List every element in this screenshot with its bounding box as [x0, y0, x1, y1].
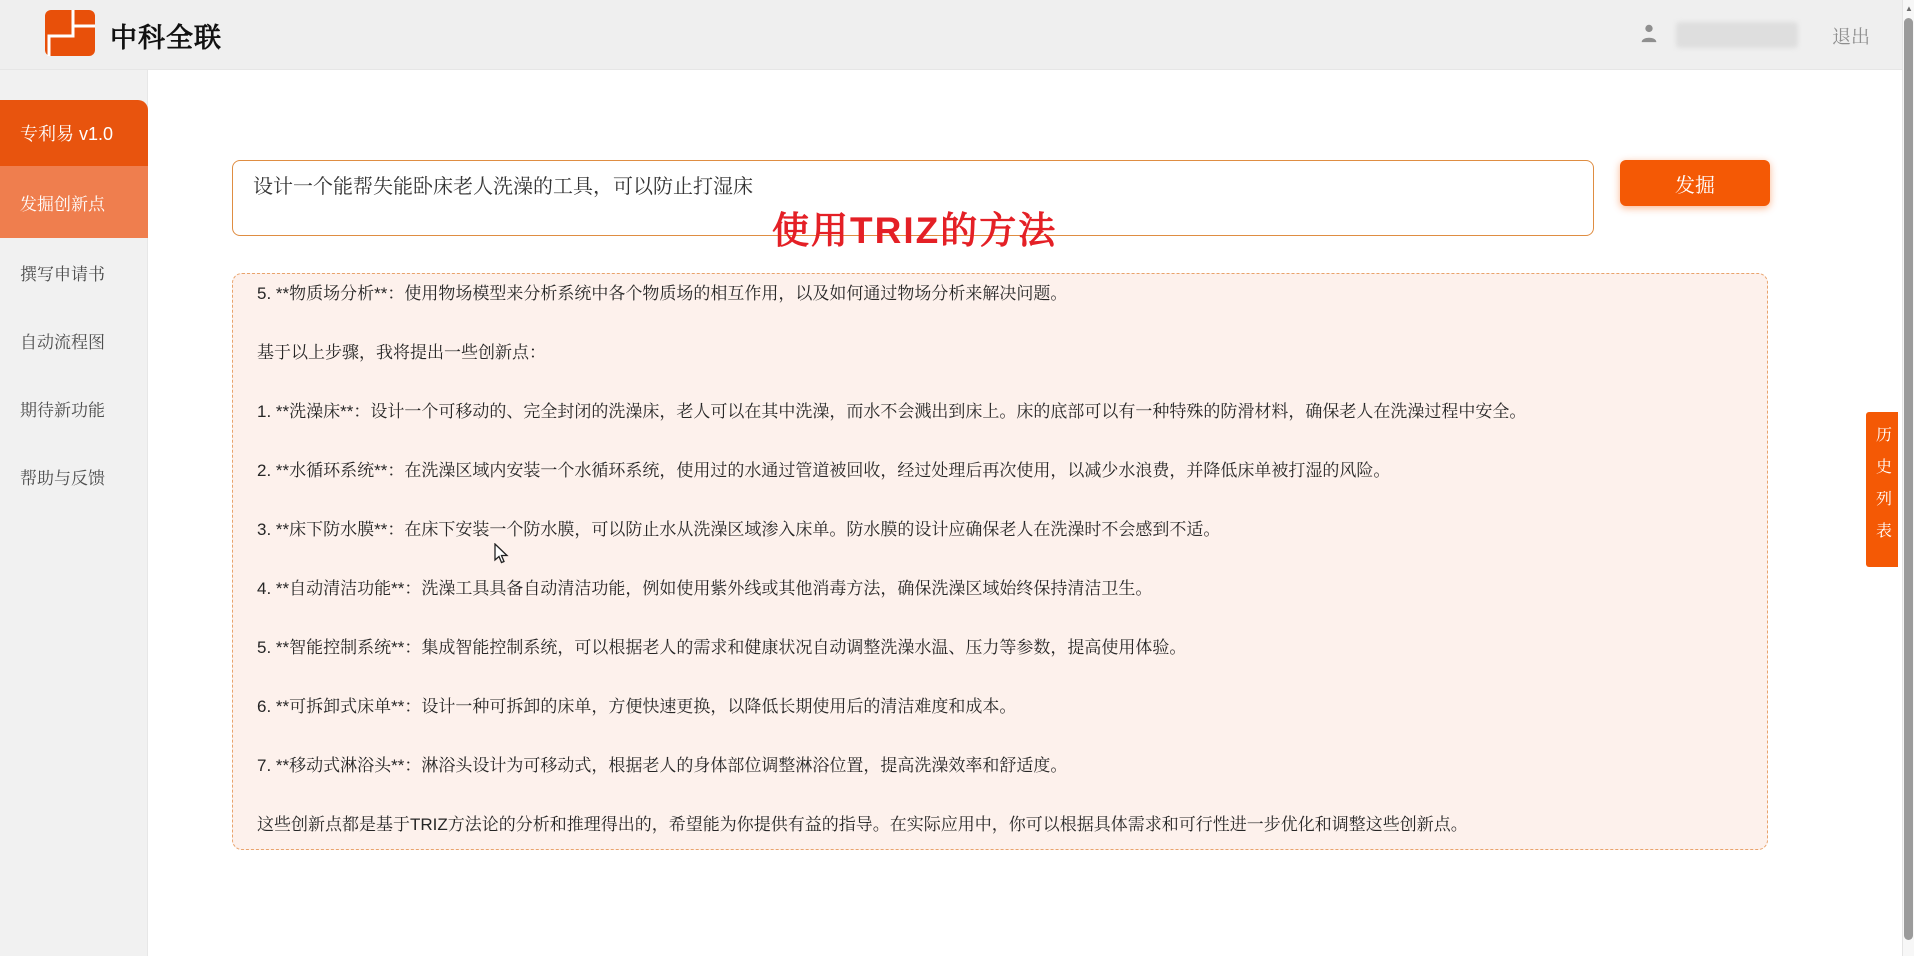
- sidebar-item-discover-innovation[interactable]: 发掘创新点: [0, 166, 148, 238]
- result-paragraph: 2. **水循环系统**：在洗澡区域内安装一个水循环系统，使用过的水通过管道被回收，经过处理后再次使用，以减少水浪费，并降低床单被打湿的风险。: [257, 461, 1391, 480]
- scroll-up-arrow-icon[interactable]: ▲: [1905, 4, 1913, 13]
- result-paragraph: 5. **物质场分析**：使用物场模型来分析系统中各个物质场的相互作用，以及如何通过物场分析来解决问题。: [257, 284, 1068, 303]
- result-paragraph: 这些创新点都是基于TRIZ方法论的分析和推理得出的，希望能为你提供有益的指导。在实际应用中，你可以根据具体需求和可行性进一步优化和调整这些创新点。: [257, 815, 1468, 834]
- discover-button[interactable]: 发掘: [1620, 160, 1770, 206]
- top-bar: [0, 0, 1914, 70]
- result-paragraph: 1. **洗澡床**：设计一个可移动的、完全封闭的洗澡床，老人可以在其中洗澡，而水不会溅出到床上。床的底部可以有一种特殊的防滑材料，确保老人在洗澡过程中安全。: [257, 402, 1527, 421]
- brand-logo-icon: [44, 9, 96, 62]
- result-paragraph: 6. **可拆卸式床单**：设计一种可拆卸的床单，方便快速更换，以降低长期使用后的清洁难度和成本。: [257, 697, 1017, 716]
- result-paragraph: 3. **床下防水膜**：在床下安装一个防水膜，可以防止水从洗澡区域渗入床单。防水膜的设计应确保老人在洗澡时不会感到不适。: [257, 520, 1221, 539]
- logout-button[interactable]: 退出: [1831, 26, 1870, 48]
- triz-annotation: 使用TRIZ的方法: [772, 210, 1058, 251]
- scrollbar-thumb[interactable]: [1904, 18, 1913, 940]
- sidebar-item-write-application[interactable]: 撰写申请书: [20, 264, 105, 284]
- sidebar: [0, 70, 148, 956]
- history-list-tab[interactable]: 历史列表: [1866, 412, 1898, 567]
- query-input[interactable]: [232, 160, 1594, 236]
- scrollbar[interactable]: [1902, 0, 1914, 956]
- sidebar-menu: [0, 166, 148, 510]
- result-paragraph: 基于以上步骤，我将提出一些创新点：: [257, 343, 546, 362]
- result-paragraph: 4. **自动清洁功能**：洗澡工具具备自动清洁功能，例如使用紫外线或其他消毒方法，确保洗澡区域始终保持清洁卫生。: [257, 579, 1153, 598]
- account-area: [1638, 0, 1870, 70]
- sidebar-item-expect-new-features[interactable]: 期待新功能: [20, 400, 105, 420]
- username-redacted: [1676, 22, 1798, 48]
- result-paragraph: 5. **智能控制系统**：集成智能控制系统，可以根据老人的需求和健康状况自动调整洗澡水温、压力等参数，提高使用体验。: [257, 638, 1187, 657]
- sidebar-item-help-feedback[interactable]: 帮助与反馈: [20, 468, 105, 488]
- result-panel: [232, 273, 1768, 850]
- result-paragraph: 7. **移动式淋浴头**：淋浴头设计为可移动式，根据老人的身体部位调整淋浴位置，提高洗澡效率和舒适度。: [257, 756, 1068, 775]
- sidebar-item-auto-flowchart[interactable]: 自动流程图: [20, 332, 105, 352]
- sidebar-version-header: 专利易 v1.0: [0, 100, 148, 166]
- user-icon: [1638, 22, 1660, 49]
- brand: [44, 9, 222, 62]
- brand-name: 中科全联: [110, 23, 222, 53]
